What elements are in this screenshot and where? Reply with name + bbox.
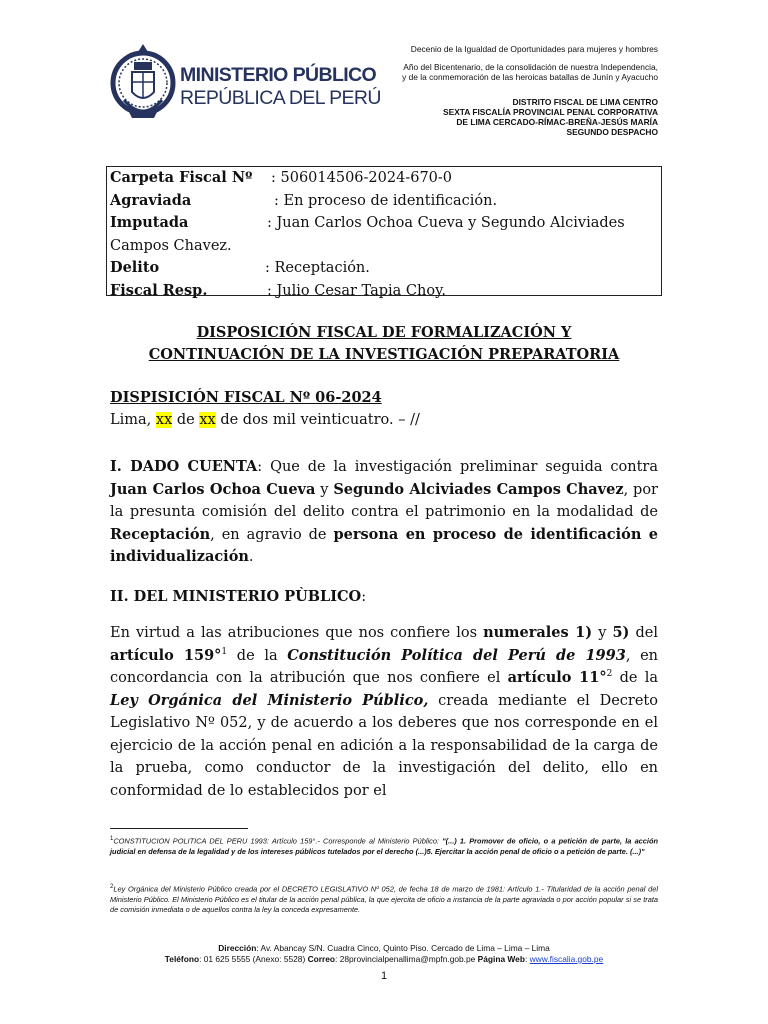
fiscal-value: : Julio Cesar Tapia Choy. <box>267 282 446 299</box>
section-2-text: En virtud a las atribuciones que nos confiere los <box>110 625 484 641</box>
year-motto-line-1: Año del Bicentenario, de la consolidación de nuestra Independencia, <box>403 62 658 72</box>
office-line-4: SEGUNDO DESPACHO <box>566 127 658 137</box>
section-1-text: , en agravio de <box>210 526 334 543</box>
section-1-text: : Que de la investigación preliminar seguida contra <box>257 459 658 475</box>
web-label: Página Web <box>477 954 525 964</box>
carpeta-value: : 506014506-2024-670-0 <box>271 170 453 186</box>
date-de: de <box>176 412 195 428</box>
website-link[interactable]: www.fiscalia.gob.pe <box>529 954 604 964</box>
year-motto-line-2: y de la conmemoración de las heroicas batallas de Junín y Ayacucho <box>402 72 658 82</box>
footnote-2 <box>110 882 658 916</box>
imputada-label: Imputada <box>110 214 189 231</box>
imputada-continuation <box>110 235 661 258</box>
footnote-2-text: Ley Orgánica del Ministerio Público creada por el DECRETO LEGISLATIVO Nº 052, de fecha 18 de marzo de 1981: Artículo 1.- Titularidad de la acción penal del Ministerio Público. El Ministerio Público es el titular de la acción penal pública, la que ejercita de oficio a instancia de la parte agraviada o por acción popular si se trata de comisión inmediata o de aquellos contra la ley la conceda expresamente. <box>110 884 658 915</box>
phone-value: : 01 625 5555 (Anexo: 5528) <box>199 954 308 964</box>
section-2-heading-colon: : <box>361 589 367 605</box>
phone-label: Teléfono <box>164 954 200 964</box>
footnote-ref-1[interactable]: 1 <box>221 646 228 657</box>
footnote-1-text: CONSTITUCION POLITICA DEL PERU 1993: Artículo 159°.- Corresponde al Ministerio Público: <box>113 836 443 846</box>
page-number: 1 <box>380 970 388 982</box>
constitution-title: Constitución Política del Perú de 1993 <box>287 646 626 664</box>
coat-of-arms-icon <box>110 30 176 136</box>
section-1-heading: I. DADO CUENTA <box>110 458 258 475</box>
carpeta-row <box>110 167 661 190</box>
footnote-separator <box>110 828 248 829</box>
agraviada-label: Agraviada <box>110 191 192 209</box>
fiscal-label: Fiscal Resp. <box>110 281 208 299</box>
year-motto <box>402 62 658 82</box>
delito-value: : Receptación. <box>265 260 370 276</box>
section-2-heading-text: II. DEL MINISTERIO PÙBLICO <box>110 588 362 605</box>
footnote-1-number: 1 <box>110 836 114 842</box>
section-2-text: , en concordancia con la atribución que nos confiere el <box>110 647 658 686</box>
article-11-ref: artículo 11° <box>507 669 607 686</box>
footer-contact <box>110 954 658 964</box>
title-line-2: CONTINUACIÓN DE LA INVESTIGACIÓN PREPARATORIA <box>148 346 620 363</box>
footnote-1-quote: "(...) 1. Promover de oficio, o a petición de parte, la acción judicial en defensa de la legalidad y de los intereses públicos tutelados por el derecho (...)5. Ejercitar la acción penal de oficio o a petición de parte. (...)" <box>110 836 658 856</box>
ministerio-publico-logo <box>110 30 381 140</box>
decade-text: Decenio de la Igualdad de Oportunidades para mujeres y hombres <box>410 44 658 54</box>
case-info-box <box>106 166 662 299</box>
agraviada-row <box>110 190 661 213</box>
document-title <box>106 322 662 366</box>
office-line-1: DISTRITO FISCAL DE LIMA CENTRO <box>512 97 658 107</box>
imputada-row <box>110 212 661 235</box>
victim-description: persona en proceso de identificación e individualización <box>110 525 658 565</box>
delito-row <box>110 257 661 280</box>
section-2-heading <box>110 588 366 605</box>
section-1-text: y <box>315 481 334 498</box>
numerales-ref: numerales 1) <box>483 624 593 641</box>
address-label: Dirección <box>218 943 257 953</box>
date-prefix: Lima, <box>110 412 152 428</box>
address-value: : Av. Abancay S/N. Cuadra Cinco, Quinto Piso. Cercado de Lima – Lima – Lima <box>256 943 550 953</box>
section-2-paragraph <box>110 622 658 802</box>
section-2-text: creada mediante el Decreto Legislativo Nº 052, y de acuerdo a los deberes que nos corresponde en el ejercicio de la acción penal en adición a la responsabilidad de la carga de la prueba, como conductor de la investigación del delito, ello en conformidad de lo establecidos por el <box>110 692 658 799</box>
section-1-text: . <box>248 549 254 565</box>
office-block <box>443 97 658 137</box>
web-separator: : <box>524 954 530 964</box>
section-2-text: de la <box>612 670 658 686</box>
disposition-number: DISPISICIÓN FISCAL Nº 06-2024 <box>110 389 382 406</box>
footnote-1 <box>110 834 658 857</box>
carpeta-label: Carpeta Fiscal Nº <box>110 169 253 186</box>
date-line <box>110 412 420 428</box>
crime-modality: Receptación <box>110 525 211 543</box>
section-2-text: de la <box>227 647 288 664</box>
date-month-placeholder: xx <box>199 412 216 428</box>
title-line-1: DISPOSICIÓN FISCAL DE FORMALIZACIÓN Y <box>196 324 572 341</box>
imputada-value: : Juan Carlos Ochoa Cueva y Segundo Alciviades <box>267 215 625 231</box>
section-2-text: y <box>592 625 613 641</box>
date-day-placeholder: xx <box>155 412 173 428</box>
article-159-ref: artículo 159° <box>110 646 222 664</box>
date-suffix: de dos mil veinticuatro. – // <box>220 412 420 428</box>
footnote-ref-2[interactable]: 2 <box>606 669 613 680</box>
imputada-value-cont: Campos Chavez. <box>110 237 232 254</box>
section-2-text: del <box>629 625 658 641</box>
email-value: : 28provincialpenallima@mpfn.gob.pe <box>335 954 478 964</box>
imputado-2-name: Segundo Alciviades Campos Chavez <box>333 480 624 498</box>
delito-label: Delito <box>110 259 160 276</box>
numeral-5-ref: 5) <box>612 624 630 641</box>
email-label: Correo <box>307 954 336 964</box>
fiscal-row <box>110 280 661 303</box>
section-1-paragraph <box>110 456 658 569</box>
imputado-1-name: Juan Carlos Ochoa Cueva <box>110 480 316 498</box>
office-line-3: DE LIMA CERCADO-RÍMAC-BREÑA-JESÚS MARÍA <box>456 117 658 127</box>
section-1-text: , por la presunta comisión del delito contra el patrimonio en la modalidad de <box>110 481 658 520</box>
agraviada-value: : En proceso de identificación. <box>274 192 498 209</box>
organic-law-title: Ley Orgánica del Ministerio Público, <box>110 691 429 709</box>
office-line-2: SEXTA FISCALÍA PROVINCIAL PENAL CORPORATIVA <box>443 107 658 117</box>
footnote-2-number: 2 <box>110 884 114 890</box>
logo-line-1: MINISTERIO PÚBLICO <box>180 64 377 86</box>
logo-line-2: REPÚBLICA DEL PERÚ <box>180 86 381 109</box>
footer-address <box>110 943 658 953</box>
